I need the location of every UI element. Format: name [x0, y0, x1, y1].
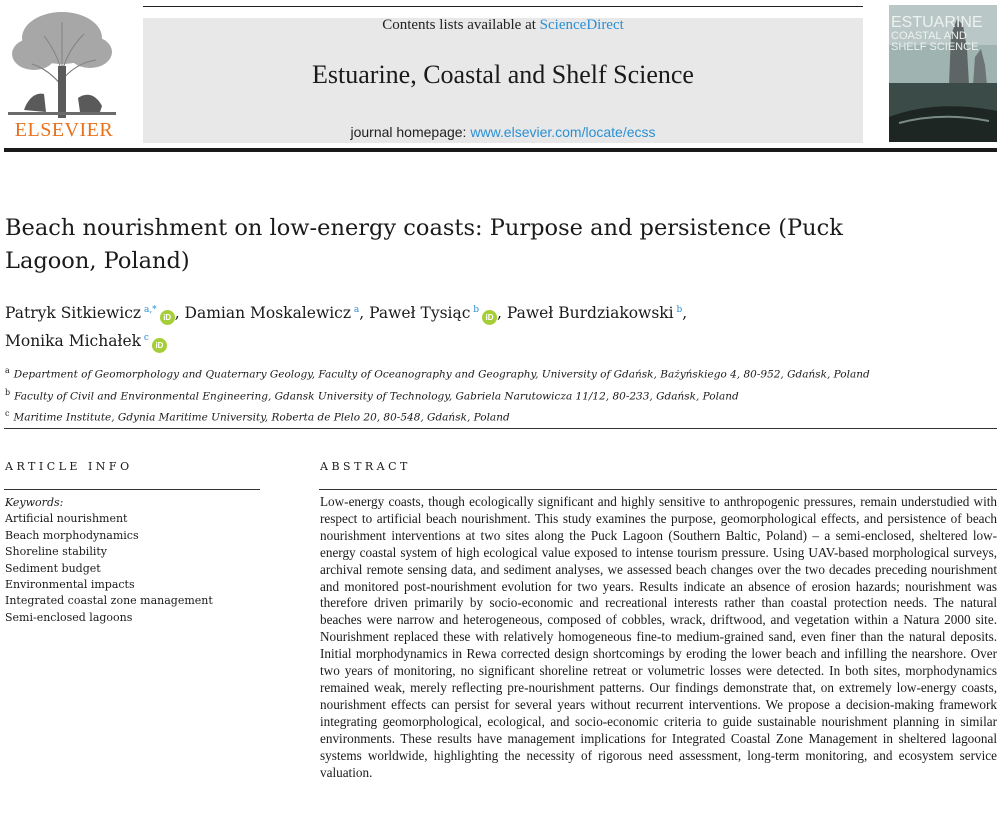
elsevier-logo[interactable]	[4, 6, 140, 142]
article-info-heading: ARTICLE INFO	[5, 460, 133, 473]
author-affiliation-marker[interactable]: a,*	[141, 305, 157, 315]
journal-homepage-line	[143, 124, 863, 140]
author-name[interactable]: Paweł Tysiąc	[369, 304, 471, 323]
article-title: Beach nourishment on low-energy coasts: Purpose and persistence (Puck Lagoon, Poland)	[5, 215, 843, 274]
contents-prefix: Contents lists available at	[382, 17, 540, 33]
author-name[interactable]: Damian Moskalewicz	[184, 304, 352, 323]
keywords-list	[5, 511, 265, 626]
author-affiliation-marker[interactable]: b	[470, 305, 480, 315]
author-separator: ,	[682, 304, 688, 323]
affiliation-item	[5, 362, 995, 384]
article-info-divider	[4, 489, 260, 490]
keyword-item: Beach morphodynamics	[5, 528, 139, 542]
contents-line	[143, 17, 863, 34]
author-name[interactable]: Patryk Sitkiewicz	[5, 304, 142, 323]
keyword-item: Sediment budget	[5, 561, 101, 575]
keyword-item: Shoreline stability	[5, 545, 107, 559]
author-affiliation-marker[interactable]: c	[141, 333, 149, 344]
affiliation-mark: b	[5, 387, 11, 397]
journal-cover-image[interactable]	[889, 5, 997, 142]
affiliation-item	[5, 384, 995, 406]
elsevier-tree-icon	[4, 6, 120, 124]
affiliation-mark: c	[5, 409, 10, 418]
keyword-item: Integrated coastal zone management	[5, 594, 213, 608]
abstract-body: Low-energy coasts, though ecologically significant and highly sensitive to anthropogenic pressures, remain understudied with respect to artificial beach nourishment. This study examines the purpose, geomorphological effects, and persistence of beach nourishment interventions at two sites along the Puck Lagoon (Southern Baltic, Poland) – a semi-enclosed, sheltered low-energy coastal system of high ecological value exposed to intense tourism pressure. Using UAV-based morphological surveys, archival remote sensing data, and sediment analyses, we assessed beach changes over the two decades preceding nourishment and monitored post-nourishment evolution for two years. Results indicate an absence of erosion hazards; nourishment was therefore driven primarily by socio-economic and recreational interests rather than coastal protection needs. The natural beaches were narrow and heterogeneous, composed of cobbles, wrack, driftwood, and vegetation within a Natura 2000 site. Nourishment replaced these with relatively homogeneous fine-to medium-grained sand, even finer than the natural deposits. Initial morphodynamics in Rewa corrected design shortcomings by eroding the lower beach and infilling the nearshore. Over two years of monitoring, no significant shoreline retreat or volumetric losses were detected. In both sites, morphodynamics remained weak, merely reflecting pre-nourishment patterns. Our findings demonstrate that, on extremely low-energy coasts, nourishment effects can persist for several years without recurrent interventions. We propose a decision-making framework integrating geomorphological, ecological, and socio-economic criteria to guide sustainable nourishment planning in similar environments. These results have management implications for Integrated Coastal Zone Management in sheltered lagoonal systems worldwide, highlighting the necessity of rigorous need assessment, long-term monitoring, and ecosystem service valuation.	[320, 494, 997, 780]
keyword-item: Semi-enclosed lagoons	[5, 610, 133, 624]
author-separator: ,	[359, 304, 370, 323]
cover-title	[891, 15, 995, 53]
cover-title-line2: COASTAL AND	[891, 30, 967, 42]
affiliation-divider	[4, 428, 997, 429]
author-affiliation-marker[interactable]: a	[351, 305, 360, 315]
banner-top-rule	[143, 6, 863, 7]
sciencedirect-link[interactable]: ScienceDirect	[539, 17, 624, 33]
author-list	[5, 298, 995, 354]
keyword-item: Artificial nourishment	[5, 512, 128, 526]
affiliation-list	[5, 362, 995, 427]
keyword-item: Environmental impacts	[5, 578, 135, 592]
header-divider	[4, 148, 997, 152]
author-name[interactable]: Paweł Burdziakowski	[506, 304, 674, 323]
affiliation-item	[5, 405, 995, 427]
author-name[interactable]: Monika Michałek	[5, 332, 142, 351]
abstract-heading: ABSTRACT	[320, 460, 411, 473]
homepage-link[interactable]: www.elsevier.com/locate/ecss	[470, 124, 656, 140]
journal-title[interactable]: Estuarine, Coastal and Shelf Science	[312, 60, 694, 89]
homepage-prefix: journal homepage:	[350, 124, 471, 140]
keywords-label: Keywords:	[5, 496, 64, 509]
orcid-icon[interactable]: iD	[160, 310, 175, 325]
affiliation-text: Maritime Institute, Gdynia Maritime University, Roberta de Plelo 20, 80-548, Gdańsk, Poland	[13, 411, 510, 424]
keywords-section	[5, 495, 265, 626]
affiliation-text: Faculty of Civil and Environmental Engineering, Gdansk University of Technology, Gabriela Narutowicza 11/12, 80-233, Gdańsk, Poland	[14, 390, 739, 402]
orcid-icon[interactable]: iD	[152, 338, 167, 353]
author-separator: ,	[174, 304, 185, 323]
author-affiliation-marker[interactable]: b	[673, 305, 683, 315]
affiliation-text: Department of Geomorphology and Quaternary Geology, Faculty of Oceanography and Geography, University of Gdańsk, Bażyńskiego 4, 80-952, Gdańsk, Poland	[13, 368, 870, 381]
cover-title-line1: ESTUARINE	[891, 14, 983, 31]
author-separator: ,	[497, 304, 507, 323]
publisher-wordmark: ELSEVIER	[14, 119, 114, 141]
orcid-icon[interactable]: iD	[482, 310, 497, 325]
affiliation-mark: a	[5, 366, 10, 375]
abstract-divider	[319, 489, 997, 490]
cover-title-line3: SHELF SCIENCE	[891, 41, 979, 53]
